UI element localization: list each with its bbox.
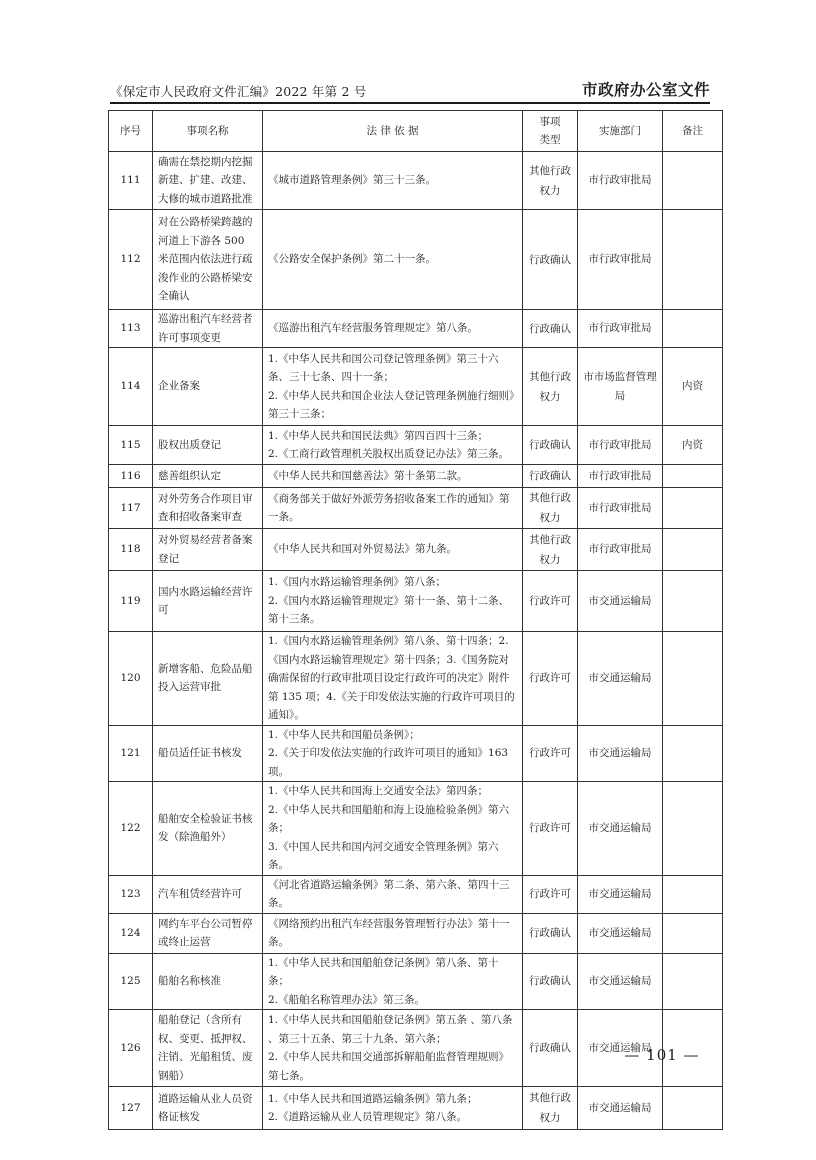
remarks-cell: 内资: [663, 426, 723, 465]
item-name-cell: 巡游出租汽车经营者许可事项变更: [153, 310, 263, 348]
column-header-type: [523, 111, 578, 152]
table-row: [109, 152, 723, 210]
table-row: [109, 875, 723, 913]
column-header-name: 事项名称: [153, 111, 263, 152]
item-name-cell: 对外贸易经营者备案登记: [153, 529, 263, 571]
row-number-cell: 115: [109, 426, 153, 465]
item-name-cell: 船员适任证书核发: [153, 725, 263, 782]
row-number-cell: 114: [109, 348, 153, 426]
item-type-label: 行政确认: [529, 253, 571, 266]
table-row: [109, 725, 723, 782]
remarks-cell: [663, 210, 723, 310]
legal-basis-cell: [263, 1087, 523, 1130]
item-type-cell: [523, 152, 578, 210]
matters-table: [108, 110, 723, 1130]
table-header-row: [109, 111, 723, 152]
item-name-cell: 道路运输从业人员资格证核发: [153, 1087, 263, 1130]
row-number-cell: 118: [109, 529, 153, 571]
table-row: [109, 953, 723, 1010]
item-type-label: 其他行政权力: [529, 533, 571, 566]
table-row: [109, 310, 723, 348]
legal-basis-line: 《城市道路管理条例》第三十三条。: [268, 174, 436, 187]
department-cell: 市交通运输局: [578, 632, 663, 726]
row-number-cell: 124: [109, 913, 153, 953]
table-row: [109, 529, 723, 571]
legal-basis-cell: [263, 310, 523, 348]
item-type-cell: [523, 913, 578, 953]
item-type-cell: [523, 426, 578, 465]
row-number-cell: 126: [109, 1010, 153, 1087]
legal-basis-line: 2.《船舶名称管理办法》第三条。: [268, 993, 426, 1006]
legal-basis-cell: [263, 488, 523, 529]
table-row: [109, 913, 723, 953]
row-number-cell: 125: [109, 953, 153, 1010]
table-row: [109, 348, 723, 426]
item-type-label: 行政确认: [529, 470, 571, 482]
legal-basis-line: 2.《国内水路运输管理规定》第十一条、第十二条、第十三条。: [268, 594, 510, 626]
table-row: [109, 488, 723, 529]
item-name-cell: 船舶登记（含所有权、变更、抵押权、注销、光船租赁、废钢船）: [153, 1010, 263, 1087]
legal-basis-line: 《公路安全保护条例》第二十一条。: [268, 253, 436, 266]
legal-basis-cell: [263, 953, 523, 1010]
legal-basis-line: 3.《中国人民共和国内河交通安全管理条例》第六条。: [268, 840, 499, 871]
department-cell: 市交通运输局: [578, 782, 663, 876]
item-type-cell: [523, 1087, 578, 1130]
item-type-cell: [523, 1010, 578, 1087]
document-category: 市政府办公室文件: [581, 81, 710, 99]
remarks-cell: [663, 488, 723, 529]
item-type-cell: [523, 310, 578, 348]
legal-basis-line: 2.《中华人民共和国企业法人登记管理条例施行细则》第三十三条；: [268, 389, 515, 420]
item-name-cell: 汽车租赁经营许可: [153, 875, 263, 913]
remarks-cell: [663, 632, 723, 726]
item-type-label: 行政确认: [529, 975, 571, 988]
legal-basis-line: 《中华人民共和国对外贸易法》第九条。: [268, 543, 457, 556]
row-number-cell: 123: [109, 875, 153, 913]
item-type-label: 其他行政权力: [529, 370, 571, 403]
legal-basis-line: 1.《国内水路运输管理条例》第八条、第十四条；2.《国内水路运输管理规定》第十四条；3.《国务院对确需保留的行政审批项目设定行政许可的决定》附件第 135 项；4.《关于印发依法实施的行政许可项目的通知》。: [268, 635, 515, 721]
item-type-label: 行政许可: [529, 672, 571, 685]
item-name-cell: 国内水路运输经营许可: [153, 571, 263, 632]
item-type-label: 其他行政权力: [529, 1092, 571, 1124]
remarks-cell: [663, 529, 723, 571]
column-header-remarks: 备注: [663, 111, 723, 152]
column-header-basis: 法 律 依 据: [263, 111, 523, 152]
legal-basis-line: 《网络预约出租汽车经营服务管理暂行办法》第十一条。: [268, 917, 510, 948]
page-header: [110, 78, 710, 104]
table-row: [109, 426, 723, 465]
legal-basis-line: 2.《中华人民共和国交通部拆解船舶监督管理规则》第七条。: [268, 1051, 510, 1082]
legal-basis-cell: [263, 210, 523, 310]
item-type-cell: [523, 782, 578, 876]
item-type-label: 其他行政权力: [529, 164, 571, 197]
remarks-cell: [663, 782, 723, 876]
remarks-cell: [663, 310, 723, 348]
remarks-cell: [663, 725, 723, 782]
legal-basis-cell: [263, 913, 523, 953]
remarks-cell: [663, 571, 723, 632]
row-number-cell: 121: [109, 725, 153, 782]
department-cell: 市行政审批局: [578, 210, 663, 310]
item-type-cell: [523, 571, 578, 632]
row-number-cell: 120: [109, 632, 153, 726]
item-name-cell: 企业备案: [153, 348, 263, 426]
row-number-cell: 119: [109, 571, 153, 632]
table-row: [109, 1087, 723, 1130]
legal-basis-cell: [263, 1010, 523, 1087]
remarks-cell: [663, 875, 723, 913]
item-name-cell: 船舶名称核准: [153, 953, 263, 1010]
item-type-cell: [523, 875, 578, 913]
legal-basis-line: 2.《道路运输从业人员管理规定》第八条。: [268, 1111, 468, 1123]
legal-basis-cell: [263, 571, 523, 632]
department-cell: 市交通运输局: [578, 913, 663, 953]
item-type-cell: [523, 488, 578, 529]
department-cell: 市交通运输局: [578, 1010, 663, 1087]
item-type-cell: [523, 529, 578, 571]
item-name-cell: 确需在禁挖期内挖掘新建、扩建、改建、大修的城市道路批准: [153, 152, 263, 210]
item-type-cell: [523, 465, 578, 488]
table-row: [109, 571, 723, 632]
row-number-cell: 111: [109, 152, 153, 210]
row-number-cell: 116: [109, 465, 153, 488]
table-row: [109, 632, 723, 726]
item-type-label: 行政许可: [529, 888, 571, 900]
remarks-cell: [663, 152, 723, 210]
department-cell: 市行政审批局: [578, 488, 663, 529]
legal-basis-cell: [263, 725, 523, 782]
item-name-cell: 慈善组织认定: [153, 465, 263, 488]
department-cell: 市交通运输局: [578, 953, 663, 1010]
legal-basis-cell: [263, 465, 523, 488]
row-number-cell: 127: [109, 1087, 153, 1130]
row-number-cell: 117: [109, 488, 153, 529]
item-type-cell: [523, 210, 578, 310]
item-type-label: 行政许可: [529, 747, 571, 760]
item-type-cell: [523, 348, 578, 426]
legal-basis-line: 1.《中华人民共和国海上交通安全法》第四条；: [268, 785, 489, 797]
legal-basis-line: 1.《中华人民共和国道路运输条例》第九条；: [268, 1092, 478, 1105]
department-cell: 市交通运输局: [578, 725, 663, 782]
row-number-cell: 113: [109, 310, 153, 348]
legal-basis-line: 2.《中华人民共和国船舶和海上设施检验条例》第六条；: [268, 803, 510, 834]
legal-basis-cell: [263, 348, 523, 426]
item-type-cell: [523, 725, 578, 782]
item-type-label: 行政确认: [529, 927, 571, 939]
row-number-cell: 122: [109, 782, 153, 876]
page-number: — 101 —: [624, 1046, 700, 1064]
department-cell: 市行政审批局: [578, 152, 663, 210]
legal-basis-cell: [263, 152, 523, 210]
item-type-cell: [523, 632, 578, 726]
item-name-cell: 船舶安全检验证书核发（除渔船外）: [153, 782, 263, 876]
department-cell: 市行政审批局: [578, 310, 663, 348]
legal-basis-line: 1.《中华人民共和国船舶登记条例》第八条、第十条；: [268, 956, 499, 987]
legal-basis-cell: [263, 782, 523, 876]
table-row: [109, 465, 723, 488]
row-number-cell: 112: [109, 210, 153, 310]
remarks-cell: [663, 1087, 723, 1130]
department-cell: 市行政审批局: [578, 529, 663, 571]
table-row: [109, 210, 723, 310]
item-name-cell: 对外劳务合作项目审查和招收备案审查: [153, 488, 263, 529]
legal-basis-line: 1.《中华人民共和国民法典》第四百四十三条；: [268, 429, 489, 442]
remarks-cell: [663, 465, 723, 488]
item-name-cell: 股权出质登记: [153, 426, 263, 465]
item-type-label: 行政许可: [529, 595, 571, 607]
item-name-cell: 对在公路桥梁跨越的河道上下游各 500 米范围内依法进行疏浚作业的公路桥梁安全确认: [153, 210, 263, 310]
legal-basis-line: 《商务部关于做好外派劳务招收备案工作的通知》第一条。: [268, 492, 510, 523]
table-body: [109, 152, 723, 1130]
column-header-no: 序号: [109, 111, 153, 152]
department-cell: 市交通运输局: [578, 571, 663, 632]
item-name-cell: 网约车平台公司暂停或终止运营: [153, 913, 263, 953]
legal-basis-line: 1.《中华人民共和国船员条例》；: [268, 728, 420, 741]
item-type-label: 行政确认: [529, 322, 571, 335]
department-cell: 市市场监督管理局: [578, 348, 663, 426]
legal-basis-line: 2.《关于印发依法实施的行政许可项目的通知》163 项。: [268, 747, 509, 778]
department-cell: 市行政审批局: [578, 465, 663, 488]
legal-basis-line: 《巡游出租汽车经营服务管理规定》第八条。: [268, 322, 478, 335]
publication-title: 《保定市人民政府文件汇编》2022 年第 2 号: [110, 84, 367, 99]
department-cell: 市交通运输局: [578, 1087, 663, 1130]
item-type-cell: [523, 953, 578, 1010]
legal-basis-cell: [263, 529, 523, 571]
item-type-label: 行政确认: [529, 439, 571, 451]
remarks-cell: 内资: [663, 348, 723, 426]
legal-basis-line: 1.《中华人民共和国船舶登记条例》第五条 、第八条 、第三十五条、第三十九条、第六条；: [268, 1014, 513, 1045]
legal-basis-line: 1.《中华人民共和国公司登记管理条例》第三十六条、三十七条、四十一条；: [268, 352, 499, 383]
legal-basis-line: 《河北省道路运输条例》第二条、第六条、第四十三条。: [268, 878, 510, 909]
department-cell: 市行政审批局: [578, 426, 663, 465]
item-type-label: 其他行政权力: [529, 492, 571, 524]
item-type-label: 行政许可: [529, 822, 571, 835]
column-header-type-label: 事项类型: [539, 115, 561, 146]
legal-basis-line: 《中华人民共和国慈善法》第十条第二款。: [268, 469, 468, 482]
legal-basis-line: 1.《国内水路运输管理条例》第八条；: [268, 576, 447, 589]
item-name-cell: 新增客船、危险品船投入运营审批: [153, 632, 263, 726]
table-row: [109, 782, 723, 876]
legal-basis-cell: [263, 426, 523, 465]
legal-basis-cell: [263, 632, 523, 726]
remarks-cell: [663, 953, 723, 1010]
legal-basis-cell: [263, 875, 523, 913]
department-cell: 市交通运输局: [578, 875, 663, 913]
legal-basis-line: 2.《工商行政管理机关股权出质登记办法》第三条。: [268, 448, 510, 460]
item-type-label: 行政确认: [529, 1042, 571, 1054]
remarks-cell: [663, 913, 723, 953]
column-header-department: 实施部门: [578, 111, 663, 152]
